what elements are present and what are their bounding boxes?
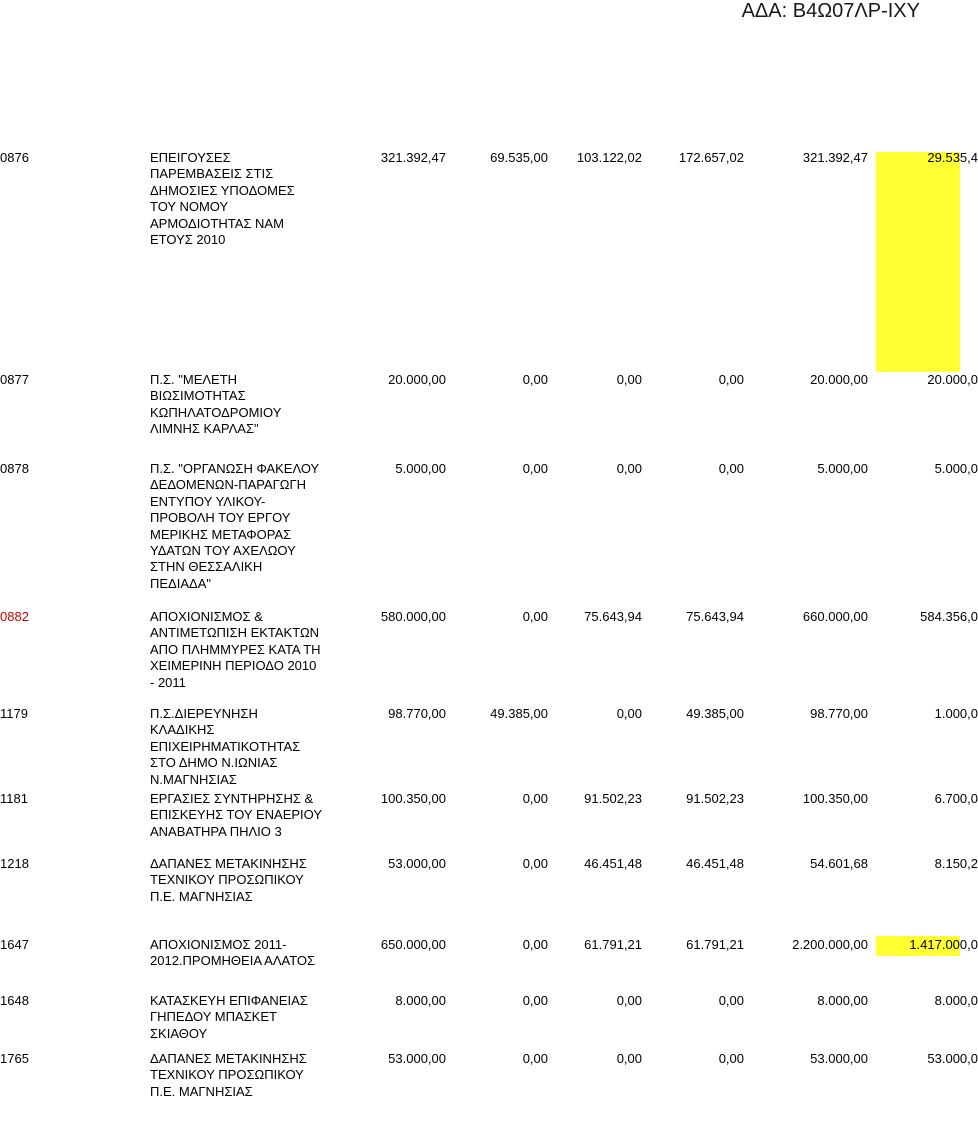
value-col-2: 69.535,00 [490,150,548,165]
row-description: ΕΡΓΑΣΙΕΣ ΣΥΝΤΗΡΗΣΗΣ & ΕΠΙΣΚΕΥΗΣ ΤΟΥ ΕΝΑΕΡΙΟΥ ΑΝΑΒΑΤΗΡΑ ΠΗΛΙΟ 3 [150,791,322,839]
row-code: 0877 [0,372,29,387]
value-col-1: 53.000,00 [388,1051,446,1066]
value-col-5: 5.000,00 [817,461,868,476]
value-col-3: 46.451,48 [584,856,642,871]
row-description: ΔΑΠΑΝΕΣ ΜΕΤΑΚΙΝΗΣΗΣ ΤΕΧΝΙΚΟΥ ΠΡΟΣΩΠΙΚΟΥ Π.Ε. ΜΑΓΝΗΣΙΑΣ [150,856,307,904]
value-col-4: 172.657,02 [678,150,744,165]
value-col-6: 53.000,0 [927,1051,978,1066]
value-col-3: 75.643,94 [584,609,642,624]
value-col-5: 660.000,00 [802,609,868,624]
value-col-1: 321.392,47 [380,150,446,165]
row-code: 1181 [0,791,28,806]
value-col-3: 103.122,02 [576,150,642,165]
row-description: ΑΠΟΧΙΟΝΙΣΜΟΣ & ΑΝΤΙΜΕΤΩΠΙΣΗ ΕΚΤΑΚΤΩΝ ΑΠΟ ΠΛΗΜΜΥΡΕΣ ΚΑΤΑ ΤΗ ΧΕΙΜΕΡΙΝΗ ΠΕΡΙΟΔΟ 2010 - 2011 [150,609,321,690]
value-col-2: 0,00 [522,993,548,1008]
row-code: 1218 [0,856,29,871]
value-col-2: 0,00 [522,609,548,624]
value-col-1: 20.000,00 [388,372,446,387]
row-description: Π.Σ.ΔΙΕΡΕΥΝΗΣΗ ΚΛΑΔΙΚΗΣ ΕΠΙΧΕΙΡΗΜΑΤΙΚΟΤΗΤΑΣ ΣΤΟ ΔΗΜΟ Ν.ΙΩΝΙΑΣ Ν.ΜΑΓΝΗΣΙΑΣ [150,706,301,787]
value-col-2: 0,00 [522,1051,548,1066]
value-col-1: 8.000,00 [395,993,446,1008]
row-code: 0878 [0,461,29,476]
value-col-3: 91.502,23 [584,791,642,806]
value-col-5: 321.392,47 [802,150,868,165]
value-col-6: 20.000,0 [927,372,978,387]
row-code: 0882 [0,609,29,624]
value-col-1: 650.000,00 [380,937,446,952]
value-col-4: 46.451,48 [686,856,744,871]
highlight-column [876,152,960,372]
row-description: Π.Σ. "ΟΡΓΑΝΩΣΗ ΦΑΚΕΛΟΥ ΔΕΔΟΜΕΝΩΝ-ΠΑΡΑΓΩΓΗ ΕΝΤΥΠΟΥ ΥΛΙΚΟΥ-ΠΡΟΒΟΛΗ ΤΟΥ ΕΡΓΟΥ ΜΕΡΙΚΗΣ ΜΕΤΑΦΟΡΑΣ ΥΔΑΤΩΝ ΤΟΥ ΑΧΕΛΩΟΥ ΣΤΗΝ ΘΕΣΣΑΛΙΚΗ ΠΕΔΙΑΔΑ" [150,461,319,591]
value-col-5: 53.000,00 [810,1051,868,1066]
row-code: 1648 [0,993,29,1008]
value-col-5: 100.350,00 [802,791,868,806]
row-description: ΔΑΠΑΝΕΣ ΜΕΤΑΚΙΝΗΣΗΣ ΤΕΧΝΙΚΟΥ ΠΡΟΣΩΠΙΚΟΥ Π.Ε. ΜΑΓΝΗΣΙΑΣ [150,1051,307,1099]
value-col-3: 61.791,21 [584,937,642,952]
value-col-2: 0,00 [522,372,548,387]
value-col-4: 0,00 [718,372,744,387]
value-col-6: 5.000,0 [934,461,978,476]
value-col-4: 75.643,94 [686,609,744,624]
value-col-6: 29.535,4 [927,150,978,165]
value-col-3: 0,00 [616,461,642,476]
value-col-5: 8.000,00 [817,993,868,1008]
value-col-5: 20.000,00 [810,372,868,387]
row-description: Π.Σ. "ΜΕΛΕΤΗ ΒΙΩΣΙΜΟΤΗΤΑΣ ΚΩΠΗΛΑΤΟΔΡΟΜΙΟΥ ΛΙΜΝΗΣ ΚΑΡΛΑΣ" [150,372,282,437]
value-col-4: 49.385,00 [686,706,744,721]
value-col-6: 6.700,0 [934,791,978,806]
row-description: ΚΑΤΑΣΚΕΥΗ ΕΠΙΦΑΝΕΙΑΣ ΓΗΠΕΔΟΥ ΜΠΑΣΚΕΤ ΣΚΙΑΘΟΥ [150,993,308,1041]
value-col-1: 5.000,00 [395,461,446,476]
row-code: 1179 [0,706,28,721]
value-col-2: 49.385,00 [490,706,548,721]
value-col-6: 8.000,0 [934,993,978,1008]
row-description: ΑΠΟΧΙΟΝΙΣΜΟΣ 2011-2012.ΠΡΟΜΗΘΕΙΑ ΑΛΑΤΟΣ [150,937,316,969]
value-col-2: 0,00 [522,791,548,806]
ada-header: ΑΔΑ: Β4Ω07ΛΡ-ΙΧΥ [741,0,920,22]
value-col-4: 61.791,21 [686,937,744,952]
value-col-1: 53.000,00 [388,856,446,871]
value-col-4: 0,00 [718,993,744,1008]
value-col-3: 0,00 [616,1051,642,1066]
value-col-5: 2.200.000,00 [792,937,868,952]
value-col-1: 98.770,00 [388,706,446,721]
value-col-3: 0,00 [616,372,642,387]
value-col-4: 91.502,23 [686,791,744,806]
row-code: 1647 [0,937,29,952]
value-col-1: 100.350,00 [380,791,446,806]
row-code: 0876 [0,150,29,165]
value-col-6: 1.000,0 [934,706,978,721]
value-col-4: 0,00 [718,461,744,476]
value-col-6: 8.150,2 [934,856,978,871]
value-col-2: 0,00 [522,856,548,871]
value-col-1: 580.000,00 [380,609,446,624]
value-col-3: 0,00 [616,706,642,721]
value-col-3: 0,00 [616,993,642,1008]
value-col-6: 1.417.000,0 [909,937,978,952]
row-code: 1765 [0,1051,29,1066]
row-description: ΕΠΕΙΓΟΥΣΕΣ ΠΑΡΕΜΒΑΣΕΙΣ ΣΤΙΣ ΔΗΜΟΣΙΕΣ ΥΠΟΔΟΜΕΣ ΤΟΥ ΝΟΜΟΥ ΑΡΜΟΔΙΟΤΗΤΑΣ ΝΑΜ ΕΤΟΥΣ 2010 [150,150,295,248]
value-col-2: 0,00 [522,461,548,476]
value-col-4: 0,00 [718,1051,744,1066]
value-col-5: 98.770,00 [810,706,868,721]
value-col-5: 54.601,68 [810,856,868,871]
value-col-2: 0,00 [522,937,548,952]
value-col-6: 584.356,0 [920,609,978,624]
